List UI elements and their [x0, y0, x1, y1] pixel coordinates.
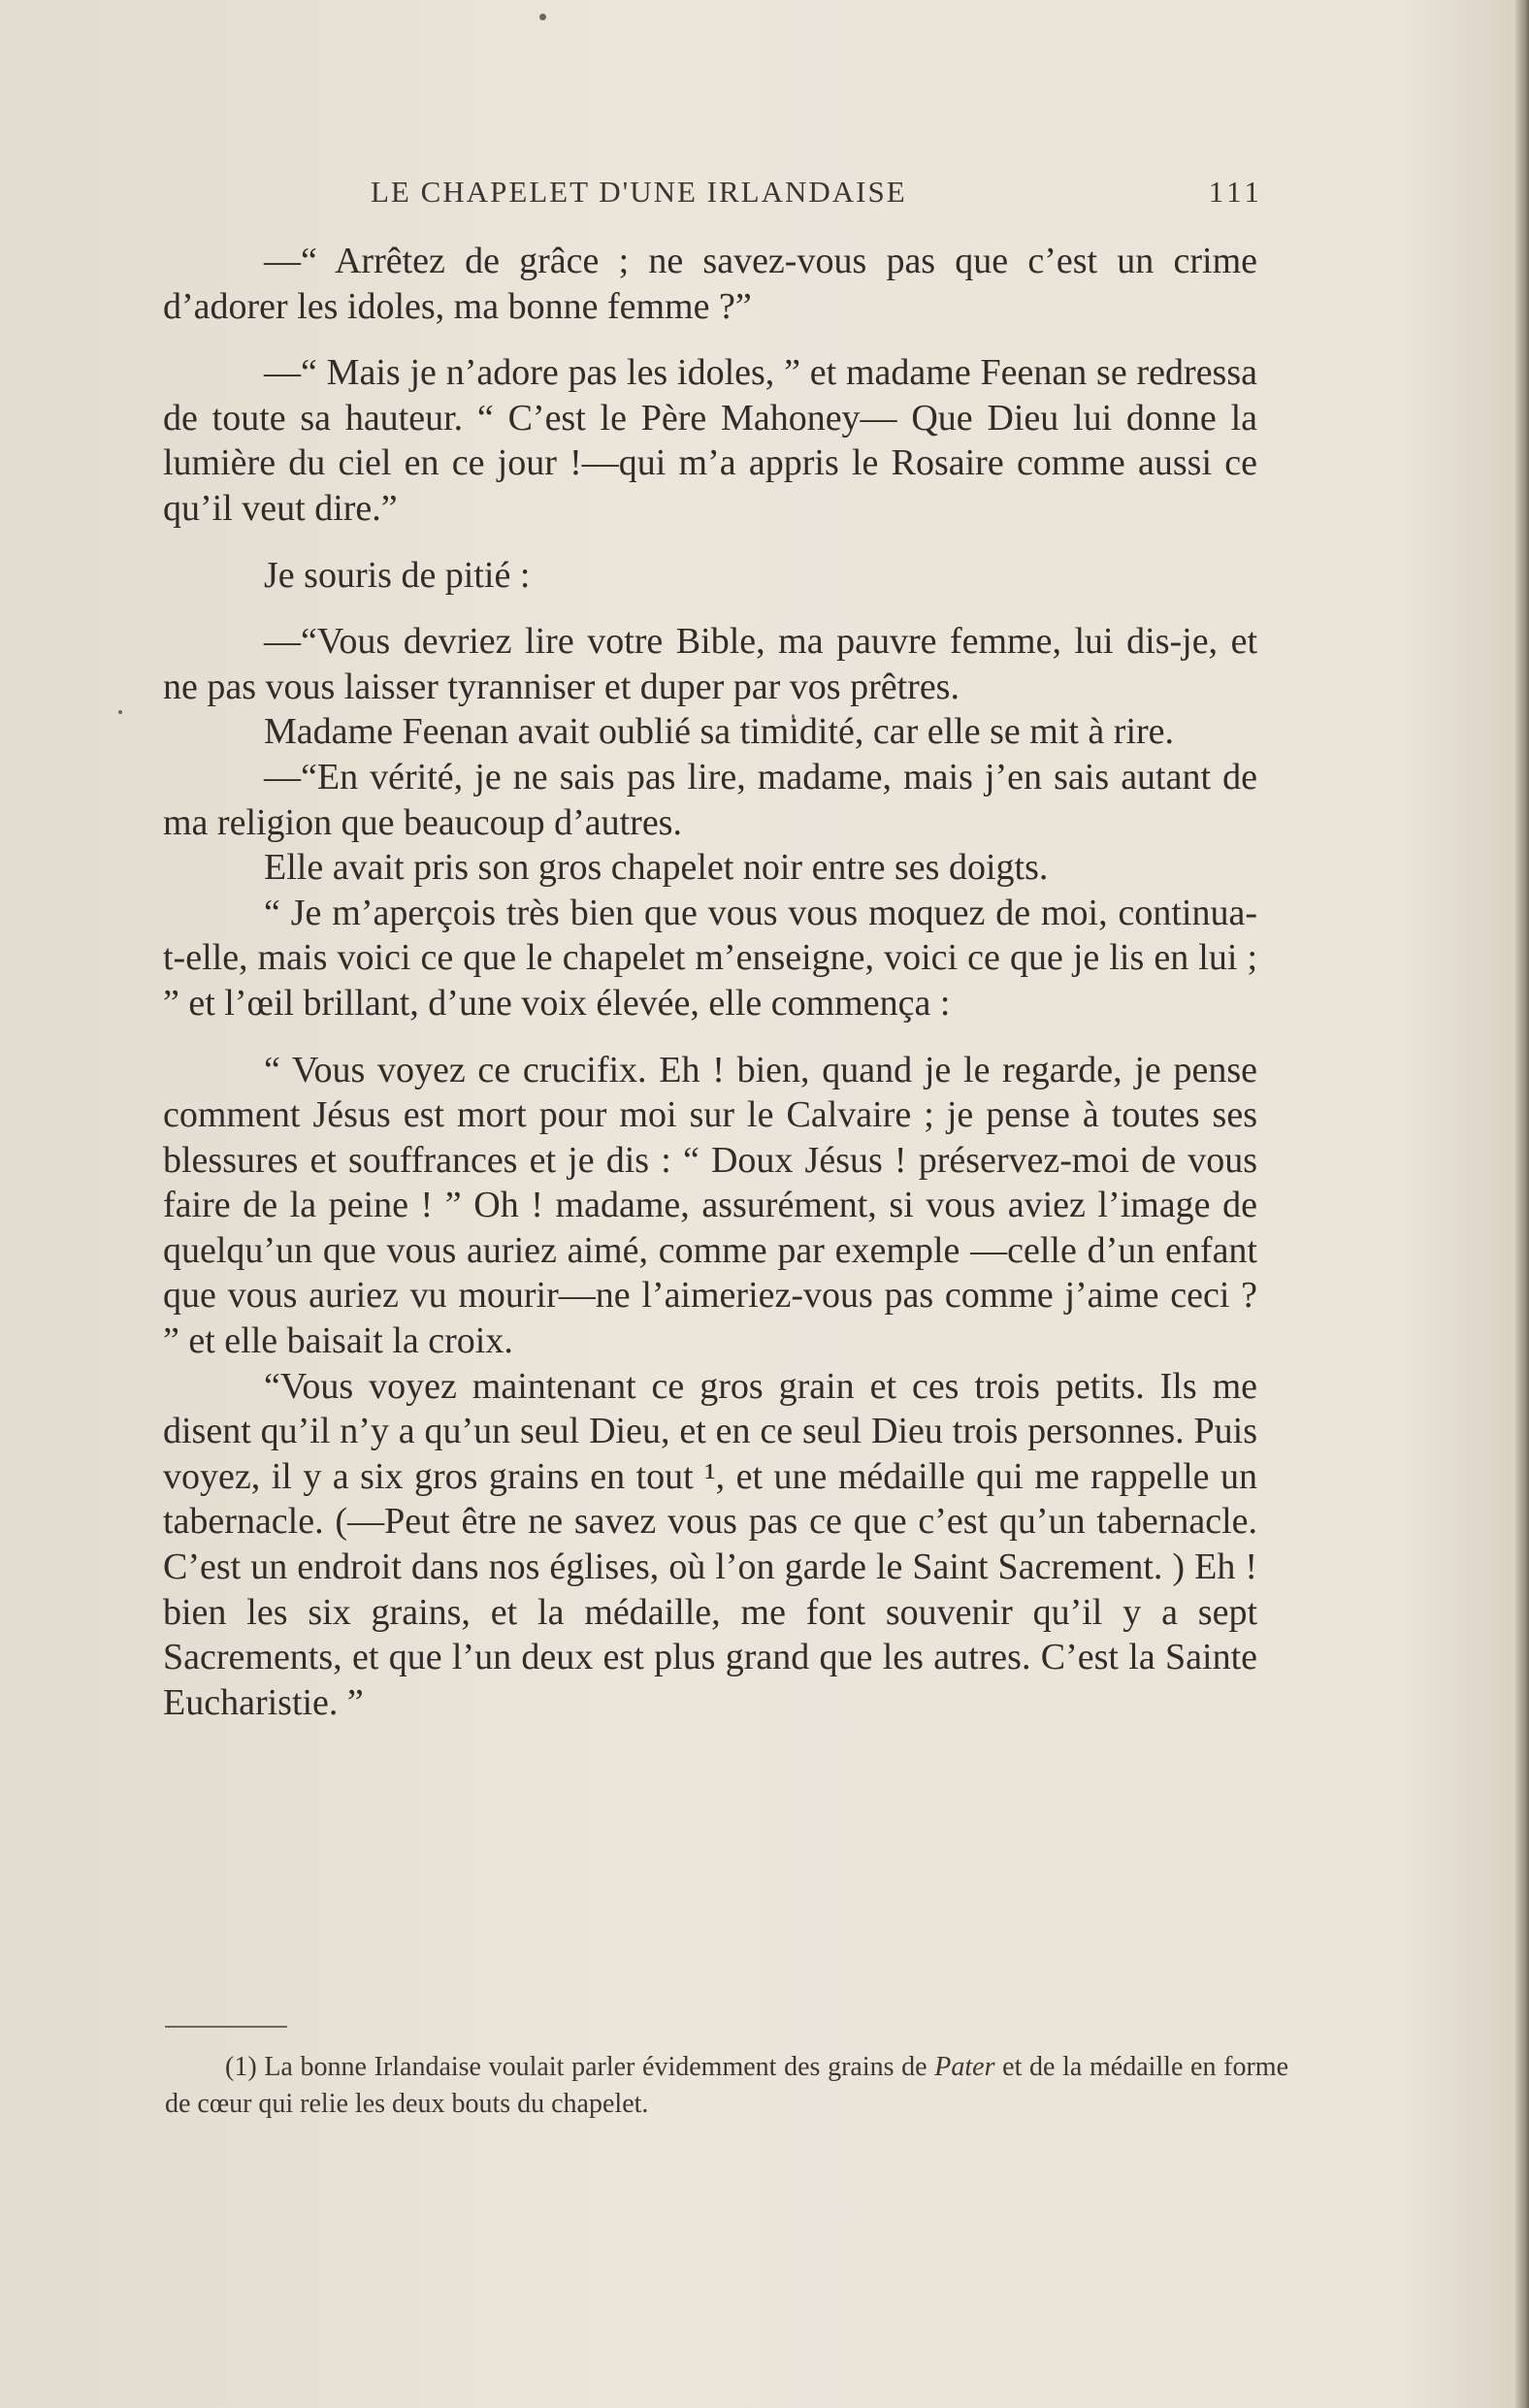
footnote-text-after: et de la médaille en forme de cœur qui relie les deux bouts du chapelet. — [165, 2052, 1288, 2119]
footnote-text-before: (1) La bonne Irlandaise voulait parler évidemment des grains de — [225, 2052, 935, 2082]
ink-speck — [118, 710, 122, 714]
footnote-rule — [165, 2026, 287, 2028]
paragraph: —“ Mais je n’adore pas les idoles, ” et madame Feenan se redressa de toute sa hauteur. “ C’est le Père Mahoney— Que Dieu lui donne la lumière du ciel en ce jour !—qui m’a appris le Rosaire comme aussi ce qu’il veut dire.” — [163, 352, 1257, 529]
footnote-text — [165, 2049, 1288, 2123]
paragraph: —“En vérité, je ne sais pas lire, madame, mais j’en sais autant de ma religion que beaucoup d’autres. — [163, 756, 1257, 843]
paragraph: Je souris de pitié : — [264, 554, 531, 596]
paragraph: “ Vous voyez ce crucifix. Eh ! bien, quand je le regarde, je pense comment Jésus est mort pour moi sur le Calvaire ; je pense à toutes ses blessures et souffrances et je dis : “ Doux Jésus ! préservez-moi de vous faire de la peine ! ” Oh ! madame, assurément, si vous aviez l’image de quelqu’un que vous auriez aimé, comme par exemple —celle d’un enfant que vous auriez vu mourir—ne l’aimeriez-vous pas comme j’aime ceci ? ” et elle baisait la croix. — [163, 1049, 1257, 1362]
paragraph: “ Je m’aperçois très bien que vous vous moquez de moi, continua-t-elle, mais voici ce que le chapelet m’enseigne, voici ce que je lis en lui ; ” et l’œil brillant, d’une voix élevée, elle commença : — [163, 892, 1257, 1024]
body-text — [163, 239, 1257, 1725]
paragraph: Madame Feenan avait oublié sa timidité, car elle se mit à rire. — [264, 711, 1175, 753]
footnote — [165, 2049, 1288, 2123]
paragraph: —“Vous devriez lire votre Bible, ma pauvre femme, lui dis-je, et ne pas vous laisser tyranniser et duper par vos prêtres. — [163, 621, 1257, 707]
footnote-italic: Pater — [934, 2052, 995, 2082]
page-number: 111 — [1208, 175, 1263, 209]
page-edge — [1515, 0, 1529, 2408]
ink-speck — [539, 14, 546, 20]
paragraph: —“ Arrêtez de grâce ; ne savez-vous pas que c’est un crime d’adorer les idoles, ma bonne femme ?” — [163, 241, 1257, 327]
running-header — [371, 175, 1263, 223]
paragraph: “Vous voyez maintenant ce gros grain et ces trois petits. Ils me disent qu’il n’y a qu’un seul Dieu, et en ce seul Dieu trois personnes. Puis voyez, il y a six gros grains en tout ¹, et une médaille qui me rappelle un tabernacle. (—Peut être ne savez vous pas ce que c’est qu’un tabernacle. C’est un endroit dans nos églises, où l’on garde le Saint Sacrement. ) Eh ! bien les six grains, et la médaille, me font souvenir qu’il y a sept Sacrements, et que l’un deux est plus grand que les autres. C’est la Sainte Eucharistie. ” — [163, 1365, 1257, 1723]
paragraph: Elle avait pris son gros chapelet noir entre ses doigts. — [264, 847, 1049, 889]
running-title: LE CHAPELET D'UNE IRLANDAISE — [371, 175, 907, 209]
